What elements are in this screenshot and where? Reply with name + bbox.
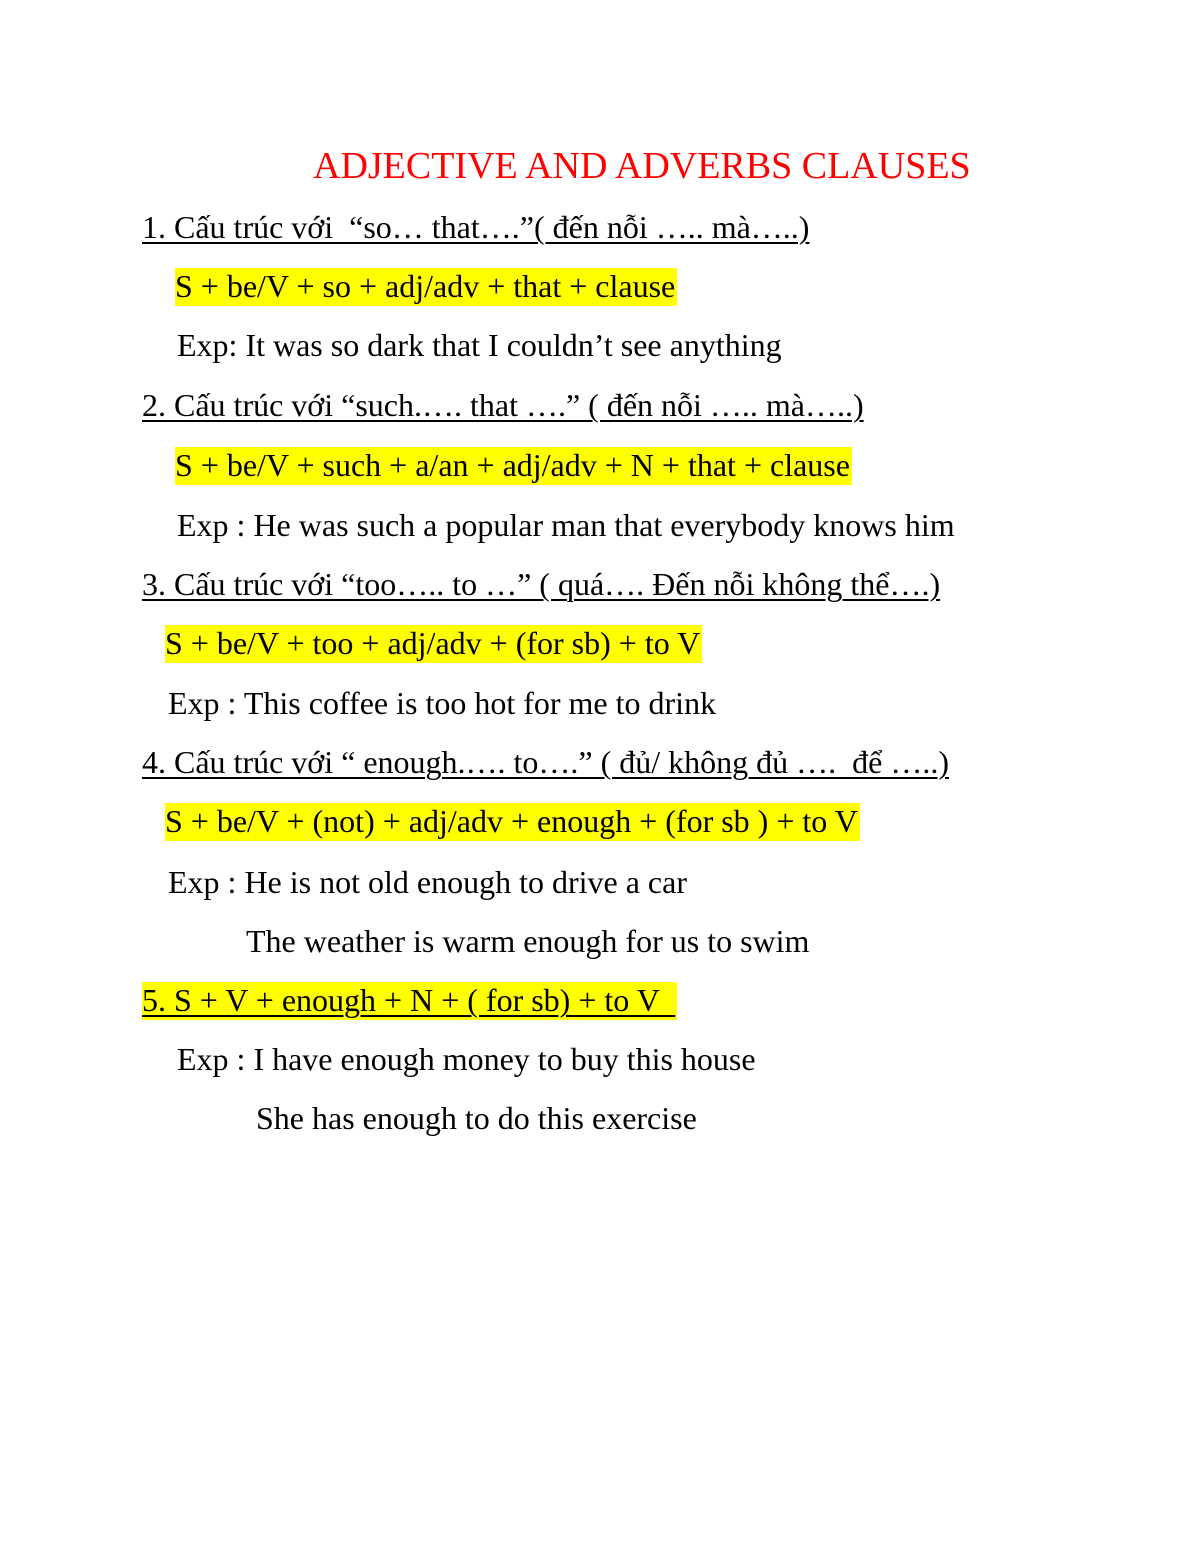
section-4-formula: S + be/V + (not) + adj/adv + enough + (for sb ) + to V — [165, 803, 858, 839]
section-3-formula-line — [165, 625, 702, 661]
section-4-heading: 4. Cấu trúc với “ enough.…. to….” ( đủ/ không đủ …. để …..) — [142, 744, 950, 780]
section-3-heading: 3. Cấu trúc với “too….. to …” ( quá…. Đến nỗi không thể….) — [142, 566, 941, 602]
section-2-formula-line — [175, 447, 852, 483]
section-3-example: Exp : This coffee is too hot for me to drink — [168, 685, 717, 721]
section-2-formula: S + be/V + such + a/an + adj/adv + N + that + clause — [175, 447, 850, 483]
section-1-formula-line — [175, 268, 677, 304]
section-5-heading: 5. S + V + enough + N + ( for sb) + to V — [142, 982, 676, 1018]
section-5-heading-line — [142, 982, 677, 1018]
section-1-formula: S + be/V + so + adj/adv + that + clause — [175, 268, 676, 304]
section-4-formula-line — [165, 803, 860, 839]
document-title: ADJECTIVE AND ADVERBS CLAUSES — [313, 145, 971, 187]
section-1-heading: 1. Cấu trúc với “so… that….”( đến nỗi ….. mà…..) — [142, 209, 810, 245]
section-4-example-1: Exp : He is not old enough to drive a car — [168, 864, 687, 900]
section-5-example-2: She has enough to do this exercise — [256, 1100, 697, 1136]
section-5-example-1: Exp : I have enough money to buy this house — [177, 1041, 756, 1077]
section-3-formula: S + be/V + too + adj/adv + (for sb) + to V — [165, 625, 701, 661]
section-4-example-2: The weather is warm enough for us to swim — [246, 923, 810, 959]
section-2-example: Exp : He was such a popular man that everybody knows him — [177, 507, 955, 543]
section-2-heading: 2. Cấu trúc với “such.…. that ….” ( đến nỗi ….. mà…..) — [142, 387, 864, 423]
section-1-example: Exp: It was so dark that I couldn’t see anything — [177, 327, 782, 363]
